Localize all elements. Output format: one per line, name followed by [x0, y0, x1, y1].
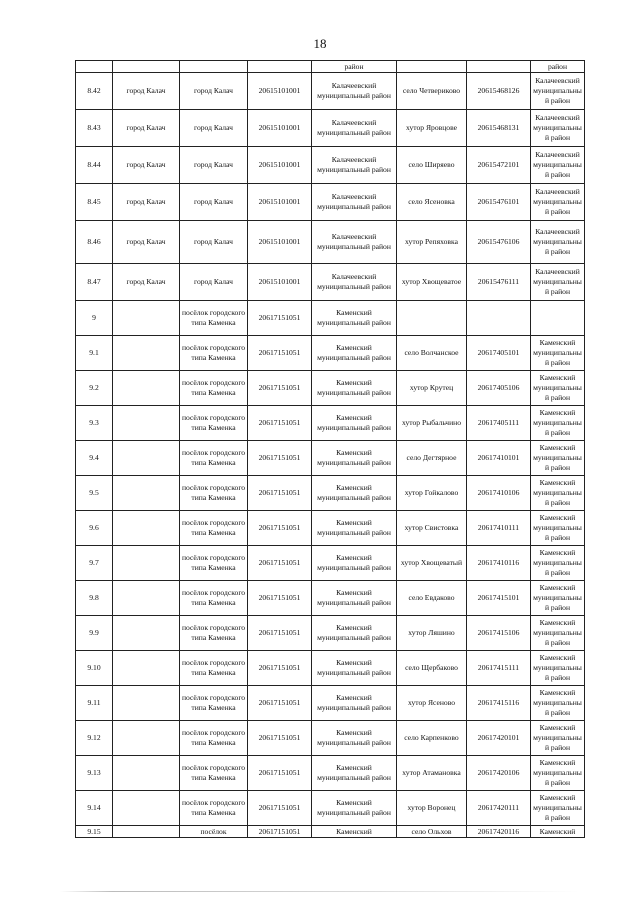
- oktmo-center-cell: 20617151051: [248, 546, 312, 581]
- oktmo-locality-cell: 20617405101: [467, 336, 531, 371]
- settlements-table: [75, 60, 585, 838]
- district-locality-cell: Каменский муниципальный район: [531, 616, 585, 651]
- settlement-center-cell: город Калач: [113, 184, 180, 221]
- locality-cell: хутор Хвощеватый: [397, 546, 467, 581]
- settlement-center-cell: [113, 371, 180, 406]
- table-row: [76, 791, 585, 826]
- district-locality-cell: Калачеевский муниципальный район: [531, 264, 585, 301]
- locality-center-cell: посёлок городского типа Каменка: [180, 406, 248, 441]
- district-locality-cell: Каменский муниципальный район: [531, 546, 585, 581]
- settlement-center-cell: [113, 546, 180, 581]
- locality-cell: село Щербаково: [397, 651, 467, 686]
- row-number-cell: 9.6: [76, 511, 113, 546]
- district-center-cell: Каменский муниципальный район: [312, 336, 397, 371]
- table-row: [76, 110, 585, 147]
- table-cell: [467, 61, 531, 73]
- oktmo-locality-cell: 20617410111: [467, 511, 531, 546]
- table-cell: [397, 61, 467, 73]
- row-number-cell: 8.46: [76, 221, 113, 264]
- row-number-cell: 9.4: [76, 441, 113, 476]
- locality-cell: хутор Крутец: [397, 371, 467, 406]
- settlement-center-cell: [113, 336, 180, 371]
- table-row: [76, 581, 585, 616]
- table-row: [76, 721, 585, 756]
- oktmo-locality-cell: 20617415116: [467, 686, 531, 721]
- oktmo-locality-cell: 20617410116: [467, 546, 531, 581]
- oktmo-center-cell: 20617151051: [248, 511, 312, 546]
- table-row: [76, 336, 585, 371]
- oktmo-locality-cell: 20617405111: [467, 406, 531, 441]
- locality-center-cell: посёлок городского типа Каменка: [180, 336, 248, 371]
- district-center-cell: Каменский муниципальный район: [312, 581, 397, 616]
- oktmo-locality-cell: 20617415106: [467, 616, 531, 651]
- oktmo-center-cell: 20617151051: [248, 826, 312, 838]
- district-locality-cell: Каменский муниципальный район: [531, 651, 585, 686]
- row-number-cell: 9.13: [76, 756, 113, 791]
- table-cell: [113, 61, 180, 73]
- table-row: [76, 826, 585, 838]
- oktmo-center-cell: 20617151051: [248, 476, 312, 511]
- table-cell: район: [312, 61, 397, 73]
- table-row: [76, 184, 585, 221]
- locality-center-cell: посёлок: [180, 826, 248, 838]
- district-locality-cell: Каменский муниципальный район: [531, 406, 585, 441]
- oktmo-locality-cell: 20617415111: [467, 651, 531, 686]
- locality-center-cell: посёлок городского типа Каменка: [180, 651, 248, 686]
- row-number-cell: 9.5: [76, 476, 113, 511]
- oktmo-locality-cell: 20615472101: [467, 147, 531, 184]
- locality-cell: хутор Яровцове: [397, 110, 467, 147]
- settlement-center-cell: [113, 441, 180, 476]
- locality-center-cell: посёлок городского типа Каменка: [180, 371, 248, 406]
- settlement-center-cell: город Калач: [113, 264, 180, 301]
- oktmo-center-cell: 20617151051: [248, 406, 312, 441]
- row-number-cell: 8.42: [76, 73, 113, 110]
- row-number-cell: 9.1: [76, 336, 113, 371]
- locality-center-cell: город Калач: [180, 147, 248, 184]
- row-number-cell: 8.43: [76, 110, 113, 147]
- row-number-cell: 9.14: [76, 791, 113, 826]
- row-number-cell: 8.44: [76, 147, 113, 184]
- table-row: [76, 406, 585, 441]
- locality-cell: хутор Хвощеватое: [397, 264, 467, 301]
- oktmo-center-cell: 20615101001: [248, 264, 312, 301]
- table-cell: [248, 61, 312, 73]
- district-center-cell: Калачеевский муниципальный район: [312, 110, 397, 147]
- district-locality-cell: Каменский муниципальный район: [531, 721, 585, 756]
- table-cell: район: [531, 61, 585, 73]
- district-locality-cell: [531, 301, 585, 336]
- district-locality-cell: Калачеевский муниципальный район: [531, 73, 585, 110]
- district-locality-cell: Каменский муниципальный район: [531, 581, 585, 616]
- locality-center-cell: посёлок городского типа Каменка: [180, 441, 248, 476]
- scan-edge-line: [60, 891, 580, 892]
- oktmo-center-cell: 20617151051: [248, 581, 312, 616]
- locality-cell: село Евдаково: [397, 581, 467, 616]
- settlement-center-cell: город Калач: [113, 221, 180, 264]
- district-locality-cell: Каменский муниципальный район: [531, 756, 585, 791]
- locality-cell: хутор Ясеново: [397, 686, 467, 721]
- settlement-center-cell: [113, 721, 180, 756]
- locality-cell: хутор Атамановка: [397, 756, 467, 791]
- row-number-cell: 9.2: [76, 371, 113, 406]
- settlement-center-cell: [113, 791, 180, 826]
- district-center-cell: Калачеевский муниципальный район: [312, 264, 397, 301]
- locality-center-cell: город Калач: [180, 264, 248, 301]
- table-row: [76, 147, 585, 184]
- settlement-center-cell: [113, 476, 180, 511]
- district-center-cell: Каменский муниципальный район: [312, 301, 397, 336]
- oktmo-locality-cell: [467, 301, 531, 336]
- district-locality-cell: Каменский муниципальный район: [531, 511, 585, 546]
- oktmo-center-cell: 20615101001: [248, 110, 312, 147]
- table-row: [76, 441, 585, 476]
- settlement-center-cell: город Калач: [113, 110, 180, 147]
- page-number: 18: [313, 36, 327, 51]
- table-body: [76, 61, 585, 838]
- oktmo-locality-cell: 20617420111: [467, 791, 531, 826]
- district-locality-cell: Калачеевский муниципальный район: [531, 184, 585, 221]
- oktmo-center-cell: 20617151051: [248, 651, 312, 686]
- oktmo-center-cell: 20617151051: [248, 371, 312, 406]
- table-row: [76, 616, 585, 651]
- locality-center-cell: посёлок городского типа Каменка: [180, 686, 248, 721]
- locality-cell: село Карпенково: [397, 721, 467, 756]
- district-center-cell: Каменский муниципальный район: [312, 651, 397, 686]
- district-center-cell: Калачеевский муниципальный район: [312, 221, 397, 264]
- locality-center-cell: посёлок городского типа Каменка: [180, 546, 248, 581]
- district-center-cell: Калачеевский муниципальный район: [312, 73, 397, 110]
- oktmo-center-cell: 20617151051: [248, 791, 312, 826]
- table-row: [76, 511, 585, 546]
- locality-cell: хутор Воронец: [397, 791, 467, 826]
- row-number-cell: 8.45: [76, 184, 113, 221]
- oktmo-locality-cell: 20615468126: [467, 73, 531, 110]
- settlement-center-cell: [113, 511, 180, 546]
- locality-cell: село Волчанское: [397, 336, 467, 371]
- locality-cell: село Ольхов: [397, 826, 467, 838]
- locality-center-cell: посёлок городского типа Каменка: [180, 721, 248, 756]
- oktmo-locality-cell: 20615468131: [467, 110, 531, 147]
- locality-center-cell: город Калач: [180, 110, 248, 147]
- oktmo-locality-cell: 20617410106: [467, 476, 531, 511]
- row-number-cell: 9.3: [76, 406, 113, 441]
- settlement-center-cell: [113, 406, 180, 441]
- oktmo-center-cell: 20617151051: [248, 721, 312, 756]
- row-number-cell: 8.47: [76, 264, 113, 301]
- settlement-center-cell: [113, 651, 180, 686]
- district-locality-cell: Каменский муниципальный район: [531, 336, 585, 371]
- row-number-cell: 9.7: [76, 546, 113, 581]
- oktmo-locality-cell: 20617420101: [467, 721, 531, 756]
- locality-cell: хутор Ляшино: [397, 616, 467, 651]
- district-center-cell: Калачеевский муниципальный район: [312, 147, 397, 184]
- locality-cell: [397, 301, 467, 336]
- row-number-cell: 9.8: [76, 581, 113, 616]
- oktmo-locality-cell: 20617405106: [467, 371, 531, 406]
- oktmo-center-cell: 20615101001: [248, 184, 312, 221]
- district-locality-cell: Калачеевский муниципальный район: [531, 221, 585, 264]
- settlement-center-cell: [113, 581, 180, 616]
- row-number-cell: 9: [76, 301, 113, 336]
- table-row: [76, 651, 585, 686]
- locality-cell: хутор Репяховка: [397, 221, 467, 264]
- oktmo-locality-cell: 20615476111: [467, 264, 531, 301]
- district-center-cell: Каменский муниципальный район: [312, 546, 397, 581]
- district-locality-cell: Каменский муниципальный район: [531, 371, 585, 406]
- district-locality-cell: Калачеевский муниципальный район: [531, 110, 585, 147]
- oktmo-center-cell: 20615101001: [248, 73, 312, 110]
- table-row: [76, 73, 585, 110]
- settlement-center-cell: [113, 826, 180, 838]
- locality-center-cell: посёлок городского типа Каменка: [180, 581, 248, 616]
- settlement-center-cell: [113, 686, 180, 721]
- locality-cell: село Четвериково: [397, 73, 467, 110]
- district-center-cell: Каменский муниципальный район: [312, 616, 397, 651]
- row-number-cell: 9.11: [76, 686, 113, 721]
- oktmo-center-cell: 20617151051: [248, 336, 312, 371]
- district-center-cell: Каменский муниципальный район: [312, 791, 397, 826]
- district-locality-cell: Каменский муниципальный район: [531, 686, 585, 721]
- row-number-cell: 9.15: [76, 826, 113, 838]
- table-row: [76, 301, 585, 336]
- table-row: [76, 756, 585, 791]
- settlement-center-cell: [113, 756, 180, 791]
- district-locality-cell: Каменский муниципальный район: [531, 791, 585, 826]
- district-center-cell: Каменский муниципальный район: [312, 721, 397, 756]
- district-center-cell: Каменский: [312, 826, 397, 838]
- locality-center-cell: посёлок городского типа Каменка: [180, 476, 248, 511]
- settlement-center-cell: город Калач: [113, 73, 180, 110]
- district-center-cell: Каменский муниципальный район: [312, 756, 397, 791]
- district-center-cell: Каменский муниципальный район: [312, 441, 397, 476]
- district-locality-cell: Калачеевский муниципальный район: [531, 147, 585, 184]
- oktmo-center-cell: 20617151051: [248, 441, 312, 476]
- table-row: [76, 546, 585, 581]
- table-row: [76, 476, 585, 511]
- oktmo-locality-cell: 20617420116: [467, 826, 531, 838]
- oktmo-center-cell: 20617151051: [248, 686, 312, 721]
- oktmo-locality-cell: 20617410101: [467, 441, 531, 476]
- table-cell: [180, 61, 248, 73]
- district-center-cell: Калачеевский муниципальный район: [312, 184, 397, 221]
- oktmo-locality-cell: 20615476106: [467, 221, 531, 264]
- table-row: [76, 264, 585, 301]
- locality-center-cell: город Калач: [180, 221, 248, 264]
- table-row: [76, 686, 585, 721]
- locality-center-cell: город Калач: [180, 73, 248, 110]
- oktmo-center-cell: 20617151051: [248, 301, 312, 336]
- locality-center-cell: посёлок городского типа Каменка: [180, 756, 248, 791]
- district-locality-cell: Каменский муниципальный район: [531, 476, 585, 511]
- settlement-center-cell: [113, 616, 180, 651]
- oktmo-center-cell: 20615101001: [248, 221, 312, 264]
- district-center-cell: Каменский муниципальный район: [312, 511, 397, 546]
- oktmo-locality-cell: 20617415101: [467, 581, 531, 616]
- district-center-cell: Каменский муниципальный район: [312, 371, 397, 406]
- row-number-cell: 9.9: [76, 616, 113, 651]
- locality-cell: хутор Рыбальчино: [397, 406, 467, 441]
- district-center-cell: Каменский муниципальный район: [312, 686, 397, 721]
- district-locality-cell: Каменский муниципальный район: [531, 441, 585, 476]
- settlement-center-cell: город Калач: [113, 147, 180, 184]
- oktmo-center-cell: 20617151051: [248, 756, 312, 791]
- row-number-cell: 9.12: [76, 721, 113, 756]
- locality-cell: хутор Свистовка: [397, 511, 467, 546]
- locality-cell: хутор Гойкалово: [397, 476, 467, 511]
- table-row: [76, 221, 585, 264]
- locality-center-cell: город Калач: [180, 184, 248, 221]
- table-cell: [76, 61, 113, 73]
- locality-center-cell: посёлок городского типа Каменка: [180, 791, 248, 826]
- settlement-center-cell: [113, 301, 180, 336]
- locality-center-cell: посёлок городского типа Каменка: [180, 301, 248, 336]
- oktmo-center-cell: 20615101001: [248, 147, 312, 184]
- table-row-continued: [76, 61, 585, 73]
- district-center-cell: Каменский муниципальный район: [312, 406, 397, 441]
- oktmo-locality-cell: 20615476101: [467, 184, 531, 221]
- locality-cell: село Дегтярное: [397, 441, 467, 476]
- district-locality-cell: Каменский: [531, 826, 585, 838]
- locality-center-cell: посёлок городского типа Каменка: [180, 511, 248, 546]
- oktmo-locality-cell: 20617420106: [467, 756, 531, 791]
- district-center-cell: Каменский муниципальный район: [312, 476, 397, 511]
- table-row: [76, 371, 585, 406]
- oktmo-center-cell: 20617151051: [248, 616, 312, 651]
- locality-cell: село Ясеновка: [397, 184, 467, 221]
- row-number-cell: 9.10: [76, 651, 113, 686]
- locality-center-cell: посёлок городского типа Каменка: [180, 616, 248, 651]
- locality-cell: село Ширяево: [397, 147, 467, 184]
